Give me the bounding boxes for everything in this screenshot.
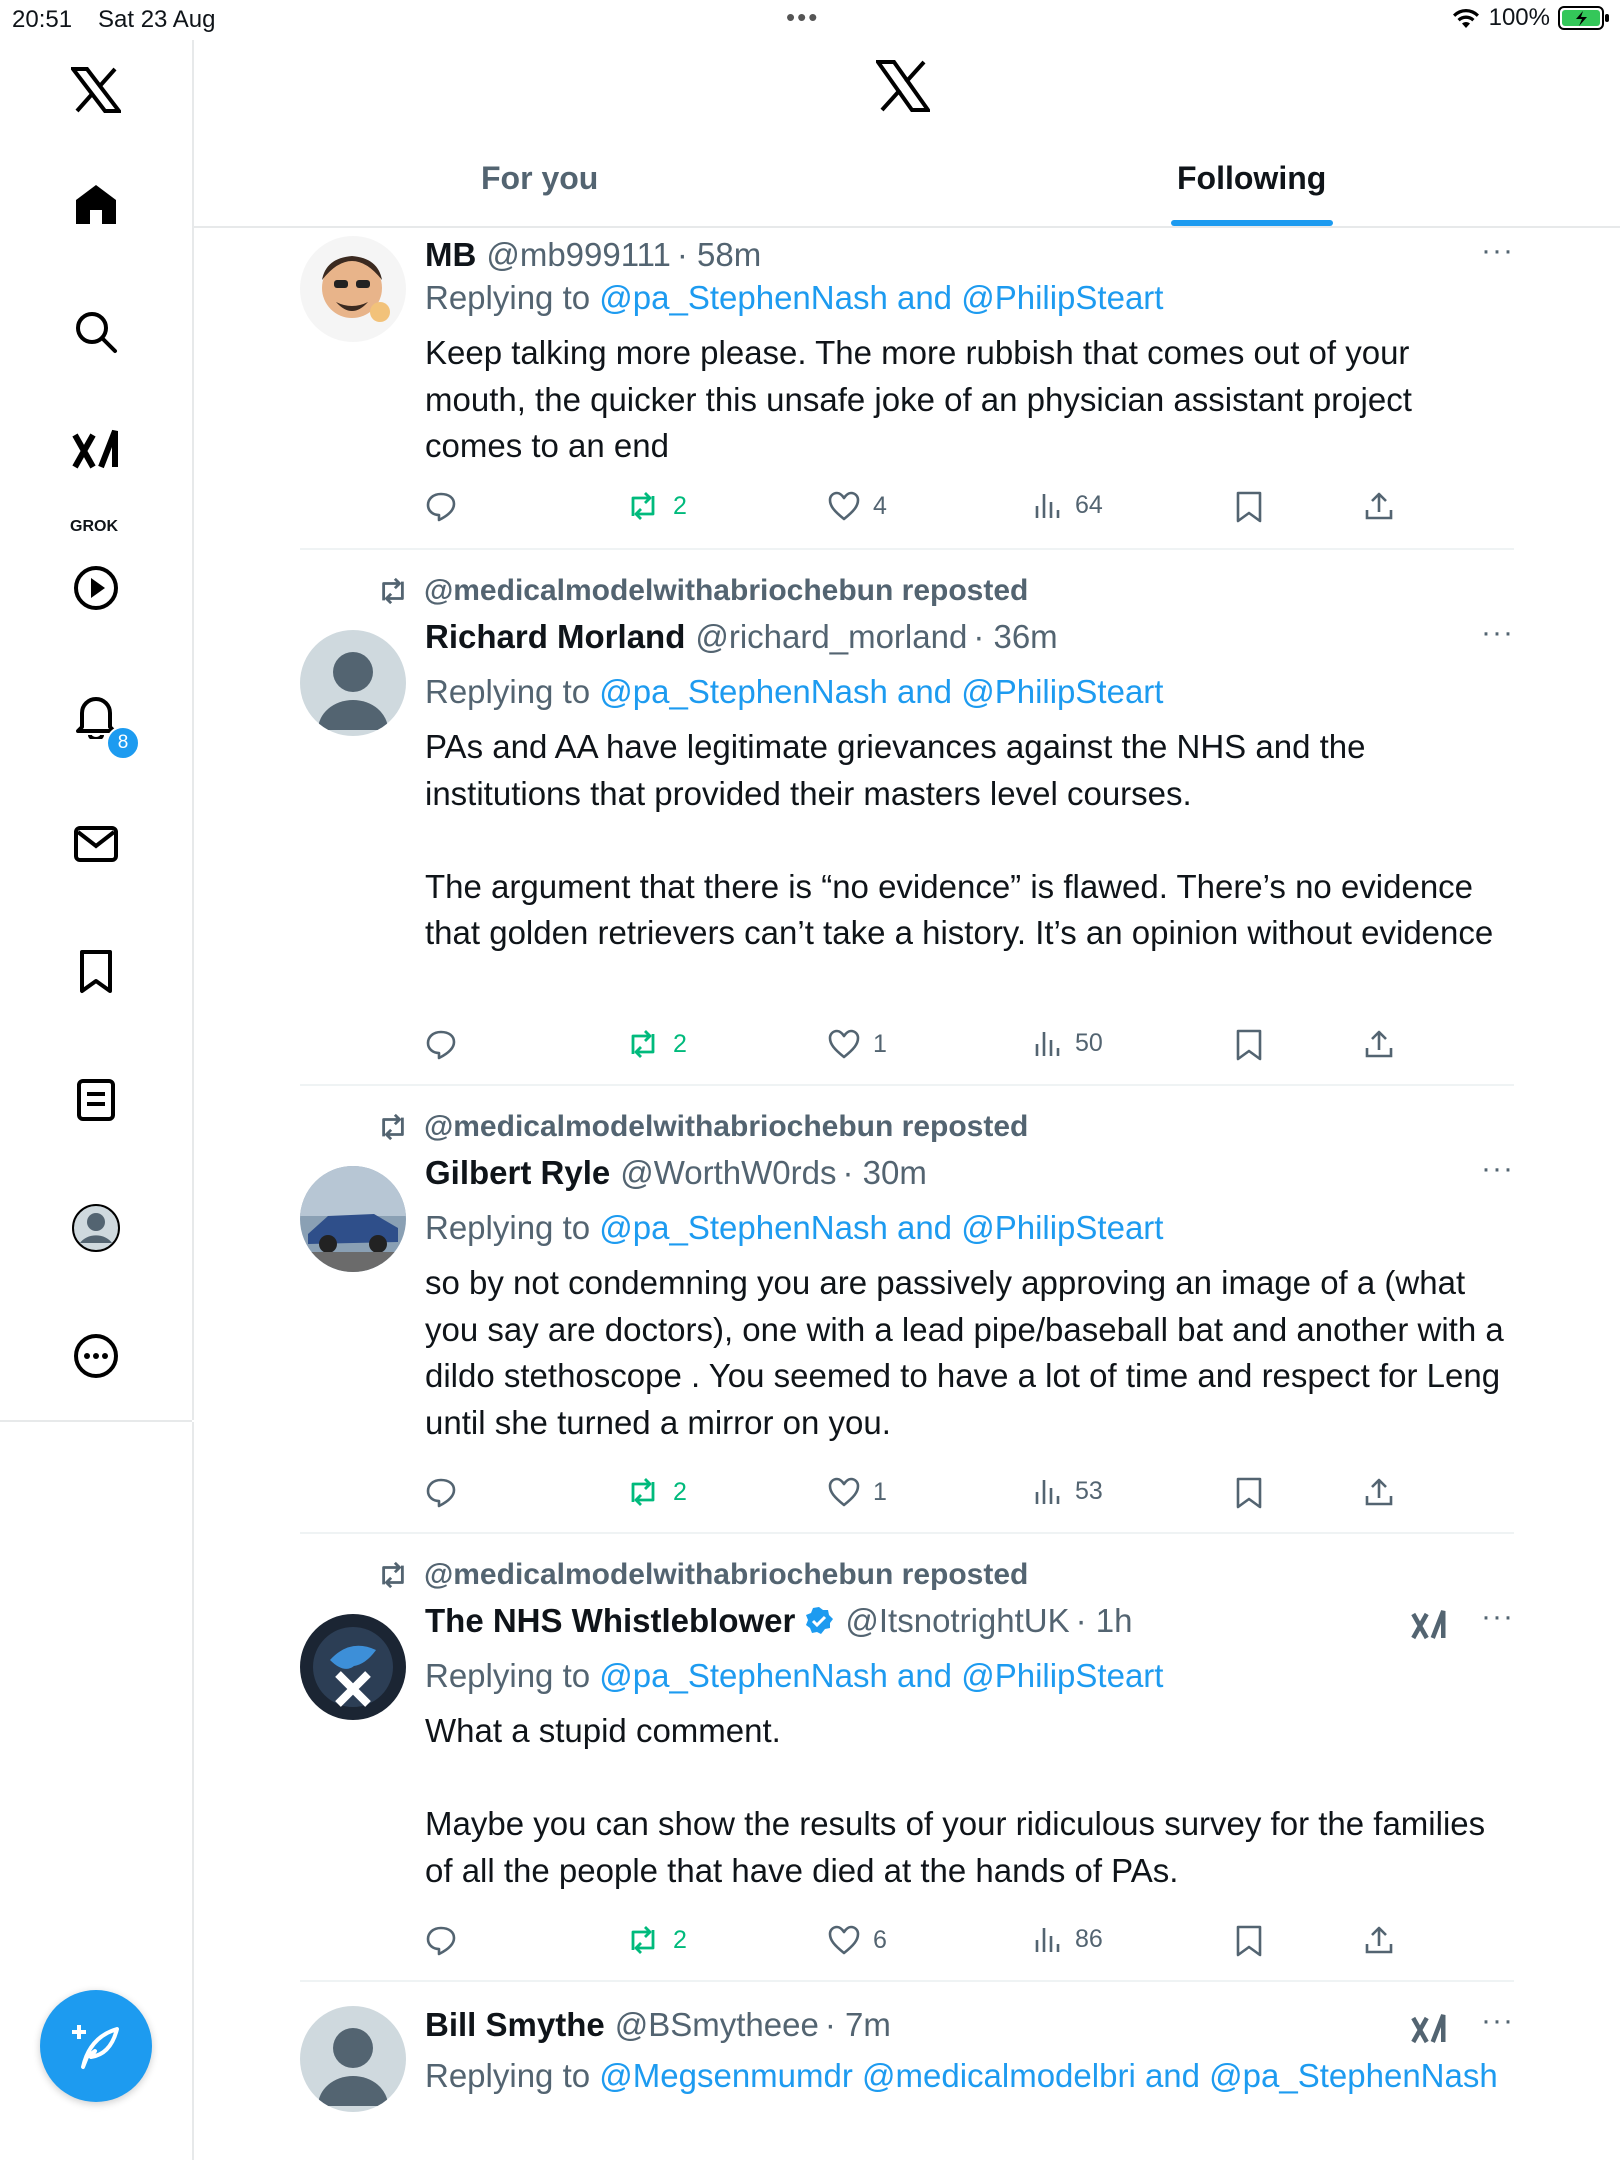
views-button[interactable] xyxy=(1033,1028,1103,1058)
tweet-header xyxy=(425,236,761,274)
replying-prefix: Replying to xyxy=(425,279,600,316)
tab-following[interactable]: Following xyxy=(1177,160,1327,196)
display-name[interactable]: Bill Smythe xyxy=(425,2006,605,2043)
bookmark-icon xyxy=(1235,1028,1263,1062)
replying-to-users[interactable]: @pa_StephenNash and @PhilipSteart xyxy=(599,673,1164,710)
repost-icon xyxy=(625,1028,661,1060)
tweet[interactable] xyxy=(300,1086,1514,1534)
timeline-tabs xyxy=(194,150,1620,228)
replying-prefix: Replying to xyxy=(425,1209,600,1246)
user-handle[interactable]: @BSmytheee xyxy=(614,2006,819,2043)
display-name[interactable]: The NHS Whistleblower xyxy=(425,1602,796,1639)
replying-to-users[interactable]: @pa_StephenNash and @PhilipSteart xyxy=(599,279,1164,316)
like-icon xyxy=(827,1476,861,1508)
bookmark-button[interactable] xyxy=(1235,490,1263,524)
avatar-default xyxy=(300,2006,406,2112)
video-icon xyxy=(73,565,119,611)
notification-badge: 8 xyxy=(106,726,140,760)
sidebar-item-bookmarks[interactable] xyxy=(56,932,136,1012)
grok-icon xyxy=(71,427,121,475)
view-count: 86 xyxy=(1075,1924,1103,1953)
like-icon xyxy=(827,1028,861,1060)
sidebar-item-messages[interactable] xyxy=(56,804,136,884)
reply-icon xyxy=(425,1028,457,1060)
avatar[interactable] xyxy=(300,1166,406,1272)
more-options-icon[interactable]: ··· xyxy=(1481,1152,1514,1185)
tweet-text: PAs and AA have legitimate grievances against the NHS and the institutions that provided their masters level courses. The argument that there is “no evidence” is flawed. There’s no evidence that golden retrievers can’t take a history. It’s an opinion without evidence xyxy=(425,728,1494,951)
user-handle[interactable]: @WorthW0rds xyxy=(620,1154,837,1191)
header-x-logo[interactable] xyxy=(876,60,942,120)
verified-badge xyxy=(803,1605,835,1637)
grok-label: GROK xyxy=(70,518,118,535)
tweet-header xyxy=(425,1602,1133,1640)
profile-icon xyxy=(71,1203,121,1253)
share-icon xyxy=(1363,1476,1395,1508)
repost-by: @medicalmodelwithabriochebun reposted xyxy=(424,1110,1029,1143)
bookmark-button[interactable] xyxy=(1235,1028,1263,1062)
repost-button[interactable] xyxy=(625,1476,687,1508)
like-button[interactable] xyxy=(827,490,887,522)
reply-icon xyxy=(425,1476,457,1508)
repost-icon xyxy=(625,1476,661,1508)
reply-icon xyxy=(425,490,457,522)
tweet-text: What a stupid comment. Maybe you can show the results of your ridiculous survey for the families of all the people that have died at the hands of PAs. xyxy=(425,1712,1486,1889)
view-count: 53 xyxy=(1075,1476,1103,1505)
replying-to xyxy=(425,1652,1505,1699)
replying-to-users[interactable]: @Megsenmumdr @medicalmodelbri and @pa_StephenNash xyxy=(599,2057,1498,2094)
repost-icon xyxy=(376,1112,410,1142)
battery-icon xyxy=(1558,5,1610,31)
avatar[interactable] xyxy=(300,1614,406,1720)
tweet-time[interactable]: · 30m xyxy=(842,1154,927,1191)
view-count: 64 xyxy=(1075,490,1103,519)
views-icon xyxy=(1033,1924,1063,1954)
replying-to xyxy=(425,1204,1505,1251)
avatar[interactable] xyxy=(300,2006,406,2112)
date: Sat 23 Aug xyxy=(98,6,216,33)
avatar-image xyxy=(300,1614,406,1720)
views-button[interactable] xyxy=(1033,490,1103,520)
reply-icon xyxy=(425,1924,457,1956)
bookmark-icon xyxy=(1235,1924,1263,1958)
repost-context[interactable] xyxy=(376,574,1028,608)
display-name[interactable]: Gilbert Ryle xyxy=(425,1154,611,1191)
user-handle[interactable]: @ItsnotrightUK xyxy=(845,1602,1070,1639)
replying-to xyxy=(425,2052,1505,2099)
repost-context[interactable] xyxy=(376,1110,1028,1144)
sidebar-item-search[interactable] xyxy=(56,292,136,372)
repost-button[interactable] xyxy=(625,1924,687,1956)
compose-icon xyxy=(69,2019,123,2073)
compose-button[interactable] xyxy=(40,1990,152,2102)
share-icon xyxy=(1363,1924,1395,1956)
reply-button[interactable] xyxy=(425,1028,457,1060)
repost-icon xyxy=(376,576,410,606)
search-icon xyxy=(74,310,118,354)
display-name[interactable]: Richard Morland xyxy=(425,618,686,655)
replying-to-users[interactable]: @pa_StephenNash and @PhilipSteart xyxy=(599,1209,1164,1246)
views-icon xyxy=(1033,490,1063,520)
tweet-header xyxy=(425,618,1058,656)
avatar-image xyxy=(300,236,406,342)
repost-button[interactable] xyxy=(625,490,687,522)
bookmark-button[interactable] xyxy=(1235,1924,1263,1958)
bookmark-icon xyxy=(1235,490,1263,524)
wifi-icon xyxy=(1451,6,1481,30)
user-handle[interactable]: @mb999111 xyxy=(486,236,671,273)
share-button[interactable] xyxy=(1363,1924,1395,1956)
user-handle[interactable]: @richard_morland xyxy=(695,618,968,655)
grok-icon xyxy=(1410,1608,1448,1644)
repost-icon xyxy=(376,1560,410,1590)
replying-to-users[interactable]: @pa_StephenNash and @PhilipSteart xyxy=(599,1657,1164,1694)
tweet[interactable] xyxy=(300,1534,1514,1982)
verified-icon xyxy=(803,1605,835,1637)
repost-by: @medicalmodelwithabriochebun reposted xyxy=(424,574,1029,607)
like-icon xyxy=(827,490,861,522)
tweet-actions xyxy=(425,490,1505,530)
like-count: 1 xyxy=(873,1029,887,1058)
grok-explain-button[interactable] xyxy=(1410,1608,1448,1649)
sidebar-x-logo[interactable] xyxy=(56,50,136,130)
status-bar xyxy=(0,0,1620,40)
grok-explain-button[interactable] xyxy=(1410,2012,1448,2053)
tweet-header xyxy=(425,1154,927,1192)
sidebar-item-home[interactable] xyxy=(56,164,136,244)
reply-button[interactable] xyxy=(425,1476,457,1508)
more-options-icon[interactable]: ··· xyxy=(1481,2004,1514,2037)
like-icon xyxy=(827,1924,861,1956)
replying-prefix: Replying to xyxy=(425,2057,600,2094)
battery-percent: 100% xyxy=(1488,4,1550,31)
sidebar-item-lists[interactable] xyxy=(56,1060,136,1140)
tweet-text: Keep talking more please. The more rubbish that comes out of your mouth, the quicker this unsafe joke of an physician assistant project comes to an end xyxy=(425,334,1412,464)
display-name[interactable]: MB xyxy=(425,236,477,273)
grok-icon xyxy=(1410,2012,1448,2048)
tweet[interactable] xyxy=(300,226,1514,550)
tweet-header xyxy=(425,2006,891,2044)
tweet[interactable] xyxy=(300,1982,1514,2160)
repost-by: @medicalmodelwithabriochebun reposted xyxy=(424,1558,1029,1591)
views-button[interactable] xyxy=(1033,1924,1103,1954)
repost-button[interactable] xyxy=(625,1028,687,1060)
sidebar-item-more[interactable] xyxy=(56,1316,136,1396)
sidebar-item-profile[interactable] xyxy=(56,1188,136,1268)
like-count: 6 xyxy=(873,1925,887,1954)
tweet-time[interactable]: · 7m xyxy=(824,2006,891,2043)
share-icon xyxy=(1363,1028,1395,1060)
share-icon xyxy=(1363,490,1395,522)
more-options-icon[interactable]: ··· xyxy=(1481,616,1514,649)
tweet-time[interactable]: · 58m xyxy=(676,236,762,273)
reply-button[interactable] xyxy=(425,1924,457,1956)
repost-context[interactable] xyxy=(376,1558,1028,1592)
repost-icon xyxy=(625,490,661,522)
share-button[interactable] xyxy=(1363,1028,1395,1060)
bookmark-button[interactable] xyxy=(1235,1476,1263,1510)
mail-icon xyxy=(74,824,118,864)
repost-icon xyxy=(625,1924,661,1956)
avatar[interactable] xyxy=(300,630,406,736)
tweet-actions xyxy=(425,1924,1505,1964)
replying-prefix: Replying to xyxy=(425,1657,600,1694)
like-button[interactable] xyxy=(827,1476,887,1508)
more-options-icon[interactable]: ··· xyxy=(1481,1600,1514,1633)
like-count: 4 xyxy=(873,491,887,520)
status-right xyxy=(1451,4,1610,32)
x-logo-icon xyxy=(71,67,121,113)
sidebar-item-grok[interactable] xyxy=(56,416,136,486)
bookmark-icon xyxy=(78,949,114,995)
list-icon xyxy=(76,1078,116,1122)
avatar[interactable] xyxy=(300,236,406,342)
repost-count: 2 xyxy=(673,1029,687,1058)
more-options-icon[interactable]: ··· xyxy=(1481,234,1514,267)
multitask-dots-icon[interactable]: ••• xyxy=(786,2,820,32)
repost-count: 2 xyxy=(673,1477,687,1506)
tweet-actions xyxy=(425,1476,1505,1516)
views-button[interactable] xyxy=(1033,1476,1103,1506)
clock: 20:51 xyxy=(12,6,73,33)
share-button[interactable] xyxy=(1363,490,1395,522)
bookmark-icon xyxy=(1235,1476,1263,1510)
more-circle-icon xyxy=(73,1333,119,1379)
view-count: 50 xyxy=(1075,1028,1103,1057)
sidebar xyxy=(0,40,194,1420)
home-icon xyxy=(74,182,118,226)
tweet-time[interactable]: · 1h xyxy=(1075,1602,1133,1639)
replying-prefix: Replying to xyxy=(425,673,600,710)
views-icon xyxy=(1033,1028,1063,1058)
tweet-text: so by not condemning you are passively approving an image of a (what you say are doctors), one with a lead pipe/baseball bat and another with a dildo stethoscope . You seemed to have a lot of time and respect for Leng until she turned a mirror on you. xyxy=(425,1264,1504,1441)
share-button[interactable] xyxy=(1363,1476,1395,1508)
x-logo-icon xyxy=(876,60,930,112)
views-icon xyxy=(1033,1476,1063,1506)
repost-count: 2 xyxy=(673,491,687,520)
like-count: 1 xyxy=(873,1477,887,1506)
tweet-time[interactable]: · 36m xyxy=(973,618,1058,655)
reply-button[interactable] xyxy=(425,490,457,522)
like-button[interactable] xyxy=(827,1924,887,1956)
replying-to xyxy=(425,668,1505,715)
sidebar-item-video[interactable] xyxy=(56,548,136,628)
replying-to xyxy=(425,274,1505,321)
tab-for-you[interactable]: For you xyxy=(481,160,599,196)
like-button[interactable] xyxy=(827,1028,887,1060)
tweet[interactable] xyxy=(300,550,1514,1086)
repost-count: 2 xyxy=(673,1925,687,1954)
avatar-default xyxy=(300,630,406,736)
tweet-actions xyxy=(425,1028,1505,1068)
avatar-image xyxy=(300,1166,406,1272)
